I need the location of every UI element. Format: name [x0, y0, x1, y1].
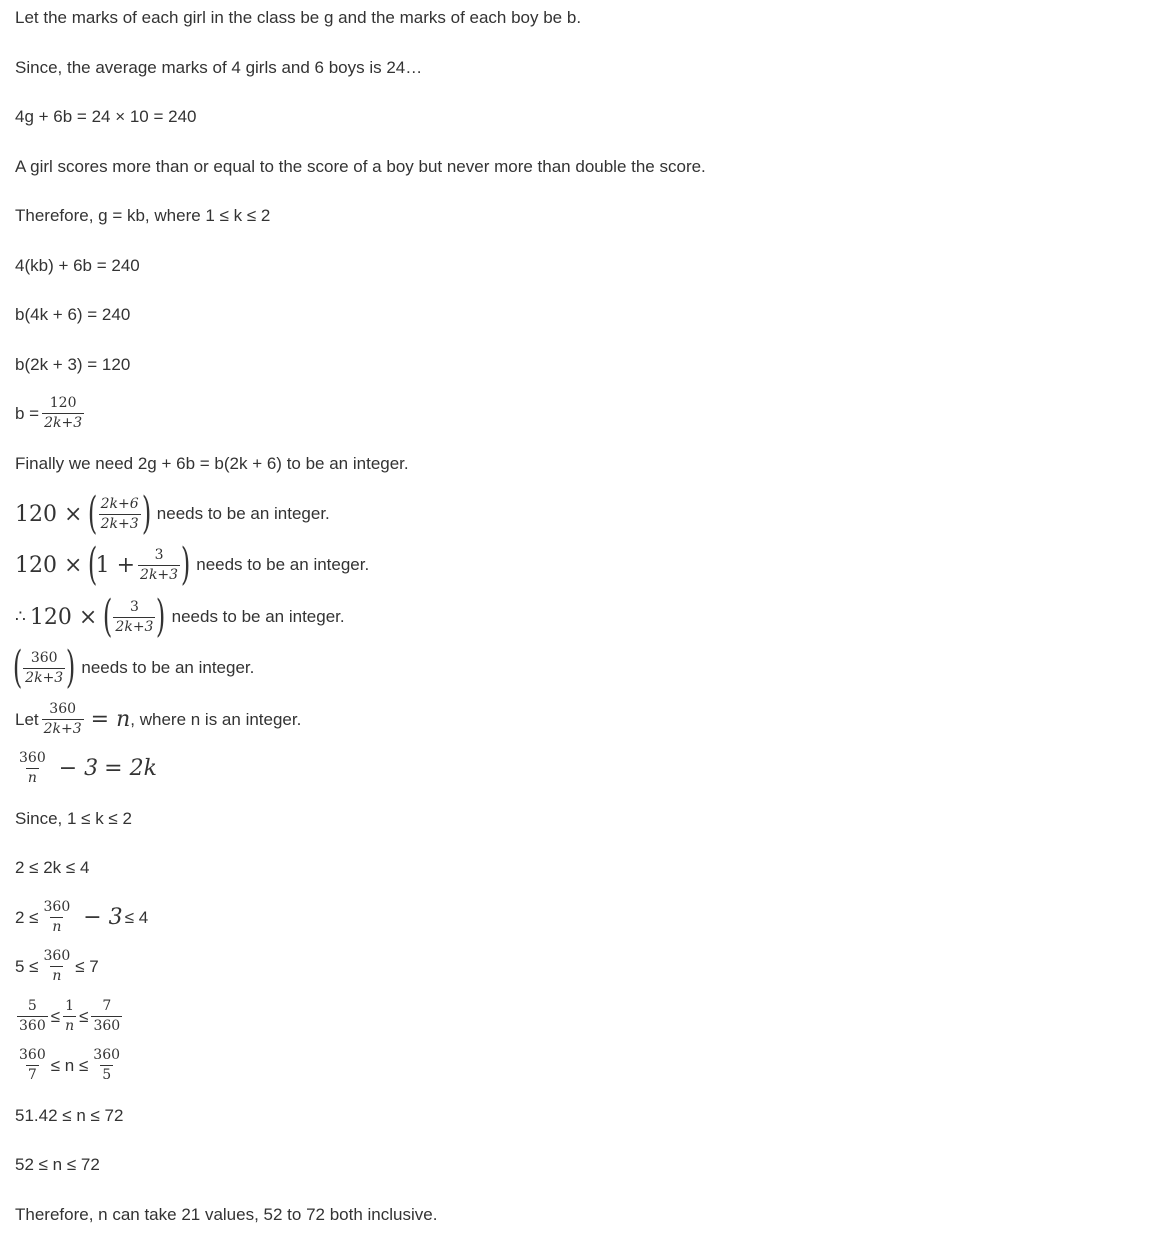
inequality-2k: 2 ≤ 2k ≤ 4 [15, 858, 90, 877]
equation-substituted: 4(kb) + 6b = 240 [15, 256, 140, 275]
equation-line-8 [15, 355, 130, 375]
fraction-1-over-n: $\frac{1}{n}$ [65, 998, 75, 1034]
le-symbol: ≤ [79, 1006, 89, 1026]
minus-three: − 3 [58, 756, 99, 781]
coefficient-120: 120 × [29, 604, 98, 630]
coefficient-120: 120 × [15, 501, 83, 527]
text-assumption: Let the marks of each girl in the class be g and the marks of each boy be b. [15, 8, 582, 27]
text-integer-requirement: Finally we need 2g + 6b = b(2k + 6) to be an integer. [15, 454, 409, 473]
inequality-line-20 [15, 948, 99, 985]
right-paren: ) [156, 591, 166, 642]
one-plus: 1 + [95, 552, 136, 578]
equation-line-3 [15, 107, 197, 127]
left-paren: ( [88, 488, 98, 539]
le-symbol: ≤ [50, 1006, 61, 1026]
math-line-15 [15, 701, 301, 738]
statement-line-1 [15, 8, 581, 28]
equation-line-6 [15, 256, 140, 276]
inequality-right: ≤ 4 [124, 907, 149, 927]
inequality-line-18 [15, 858, 89, 878]
fraction-360-over-2k3: $\frac{360}{2k+3}$ [43, 701, 82, 737]
text-n-integer: , where n is an integer. [130, 709, 302, 729]
text-conclusion: Therefore, n can take 21 values, 52 to 72 both inclusive. [15, 1205, 438, 1224]
right-paren: ) [66, 642, 76, 693]
math-line-16 [15, 750, 157, 787]
fraction-360-over-n: $\frac{360}{n}$ [19, 750, 46, 786]
right-paren: ) [141, 488, 151, 539]
left-paren: ( [103, 591, 113, 642]
statement-line-4 [15, 157, 706, 177]
fraction-7-over-360: $\frac{7}{360}$ [93, 998, 121, 1034]
let-label: Let [15, 709, 39, 729]
text-needs-integer: needs to be an integer. [81, 658, 255, 677]
left-paren: ( [12, 642, 23, 693]
math-line-12 [15, 539, 370, 590]
math-line-14 [12, 642, 255, 693]
math-line-13 [15, 591, 345, 642]
fraction-3-over-2k3: $\frac{3}{2k+3}$ [115, 598, 154, 635]
fraction-3-over-2k3: $\frac{3}{2k+3}$ [140, 546, 179, 583]
fraction-360-over-n: $\frac{360}{n}$ [43, 899, 71, 935]
therefore-symbol: ∴ [15, 607, 26, 627]
inequality-left: 5 ≤ [15, 956, 39, 976]
inequality-line-24 [15, 1155, 100, 1175]
equation-factored: b(4k + 6) = 240 [15, 305, 131, 324]
inequality-line-21 [15, 998, 125, 1035]
equation-line-7 [15, 305, 130, 325]
equation-line-9 [15, 395, 87, 432]
inequality-left: 2 ≤ [15, 907, 39, 927]
b-equals-label: b = [15, 403, 40, 423]
math-line-11 [15, 488, 330, 539]
inequality-decimal: 51.42 ≤ n ≤ 72 [15, 1106, 124, 1125]
inequality-integer: 52 ≤ n ≤ 72 [15, 1155, 100, 1174]
inequality-line-19 [15, 899, 148, 936]
minus-three: − 3 [83, 905, 123, 930]
statement-line-5 [15, 206, 270, 226]
fraction-5-over-360: $\frac{5}{360}$ [19, 998, 46, 1034]
statement-line-17 [15, 809, 132, 829]
text-condition: A girl scores more than or equal to the score of a boy but never more than double the score. [15, 157, 706, 176]
coefficient-120: 120 × [15, 552, 83, 578]
le-n-le: ≤ n ≤ [50, 1055, 89, 1075]
fraction-360-over-2k3: $\frac{360}{2k+3}$ [25, 649, 64, 686]
left-paren: ( [88, 539, 98, 590]
fraction-360-over-n: $\frac{360}{n}$ [43, 948, 71, 984]
text-k-range: Since, 1 ≤ k ≤ 2 [15, 809, 132, 828]
equals-2k: = 2k [104, 756, 157, 781]
fraction-360-over-7: $\frac{360}{7}$ [19, 1047, 46, 1083]
fraction-360-over-5: $\frac{360}{5}$ [93, 1047, 121, 1083]
text-needs-integer: needs to be an integer. [171, 607, 345, 626]
text-needs-integer: needs to be an integer. [156, 504, 330, 523]
fraction-2k6-over-2k3: $\frac{2k+6}{2k+3}$ [100, 495, 139, 532]
fraction-120-over-2k3: $\frac{120}{2k+3}$ [44, 395, 83, 431]
text-needs-integer: needs to be an integer. [196, 555, 370, 574]
equation-total: 4g + 6b = 24 × 10 = 240 [15, 107, 197, 126]
text-average: Since, the average marks of 4 girls and 6 boys is 24… [15, 58, 423, 77]
equals-n: = n [90, 707, 131, 732]
inequality-line-23 [15, 1106, 123, 1126]
inequality-right: ≤ 7 [75, 956, 99, 976]
conclusion-line [15, 1205, 437, 1225]
text-g-equals-kb: Therefore, g = kb, where 1 ≤ k ≤ 2 [15, 206, 271, 225]
inequality-line-22 [15, 1047, 125, 1084]
statement-line-10 [15, 454, 409, 474]
equation-simplified: b(2k + 3) = 120 [15, 355, 131, 374]
statement-line-2 [15, 58, 422, 78]
right-paren: ) [180, 539, 191, 590]
